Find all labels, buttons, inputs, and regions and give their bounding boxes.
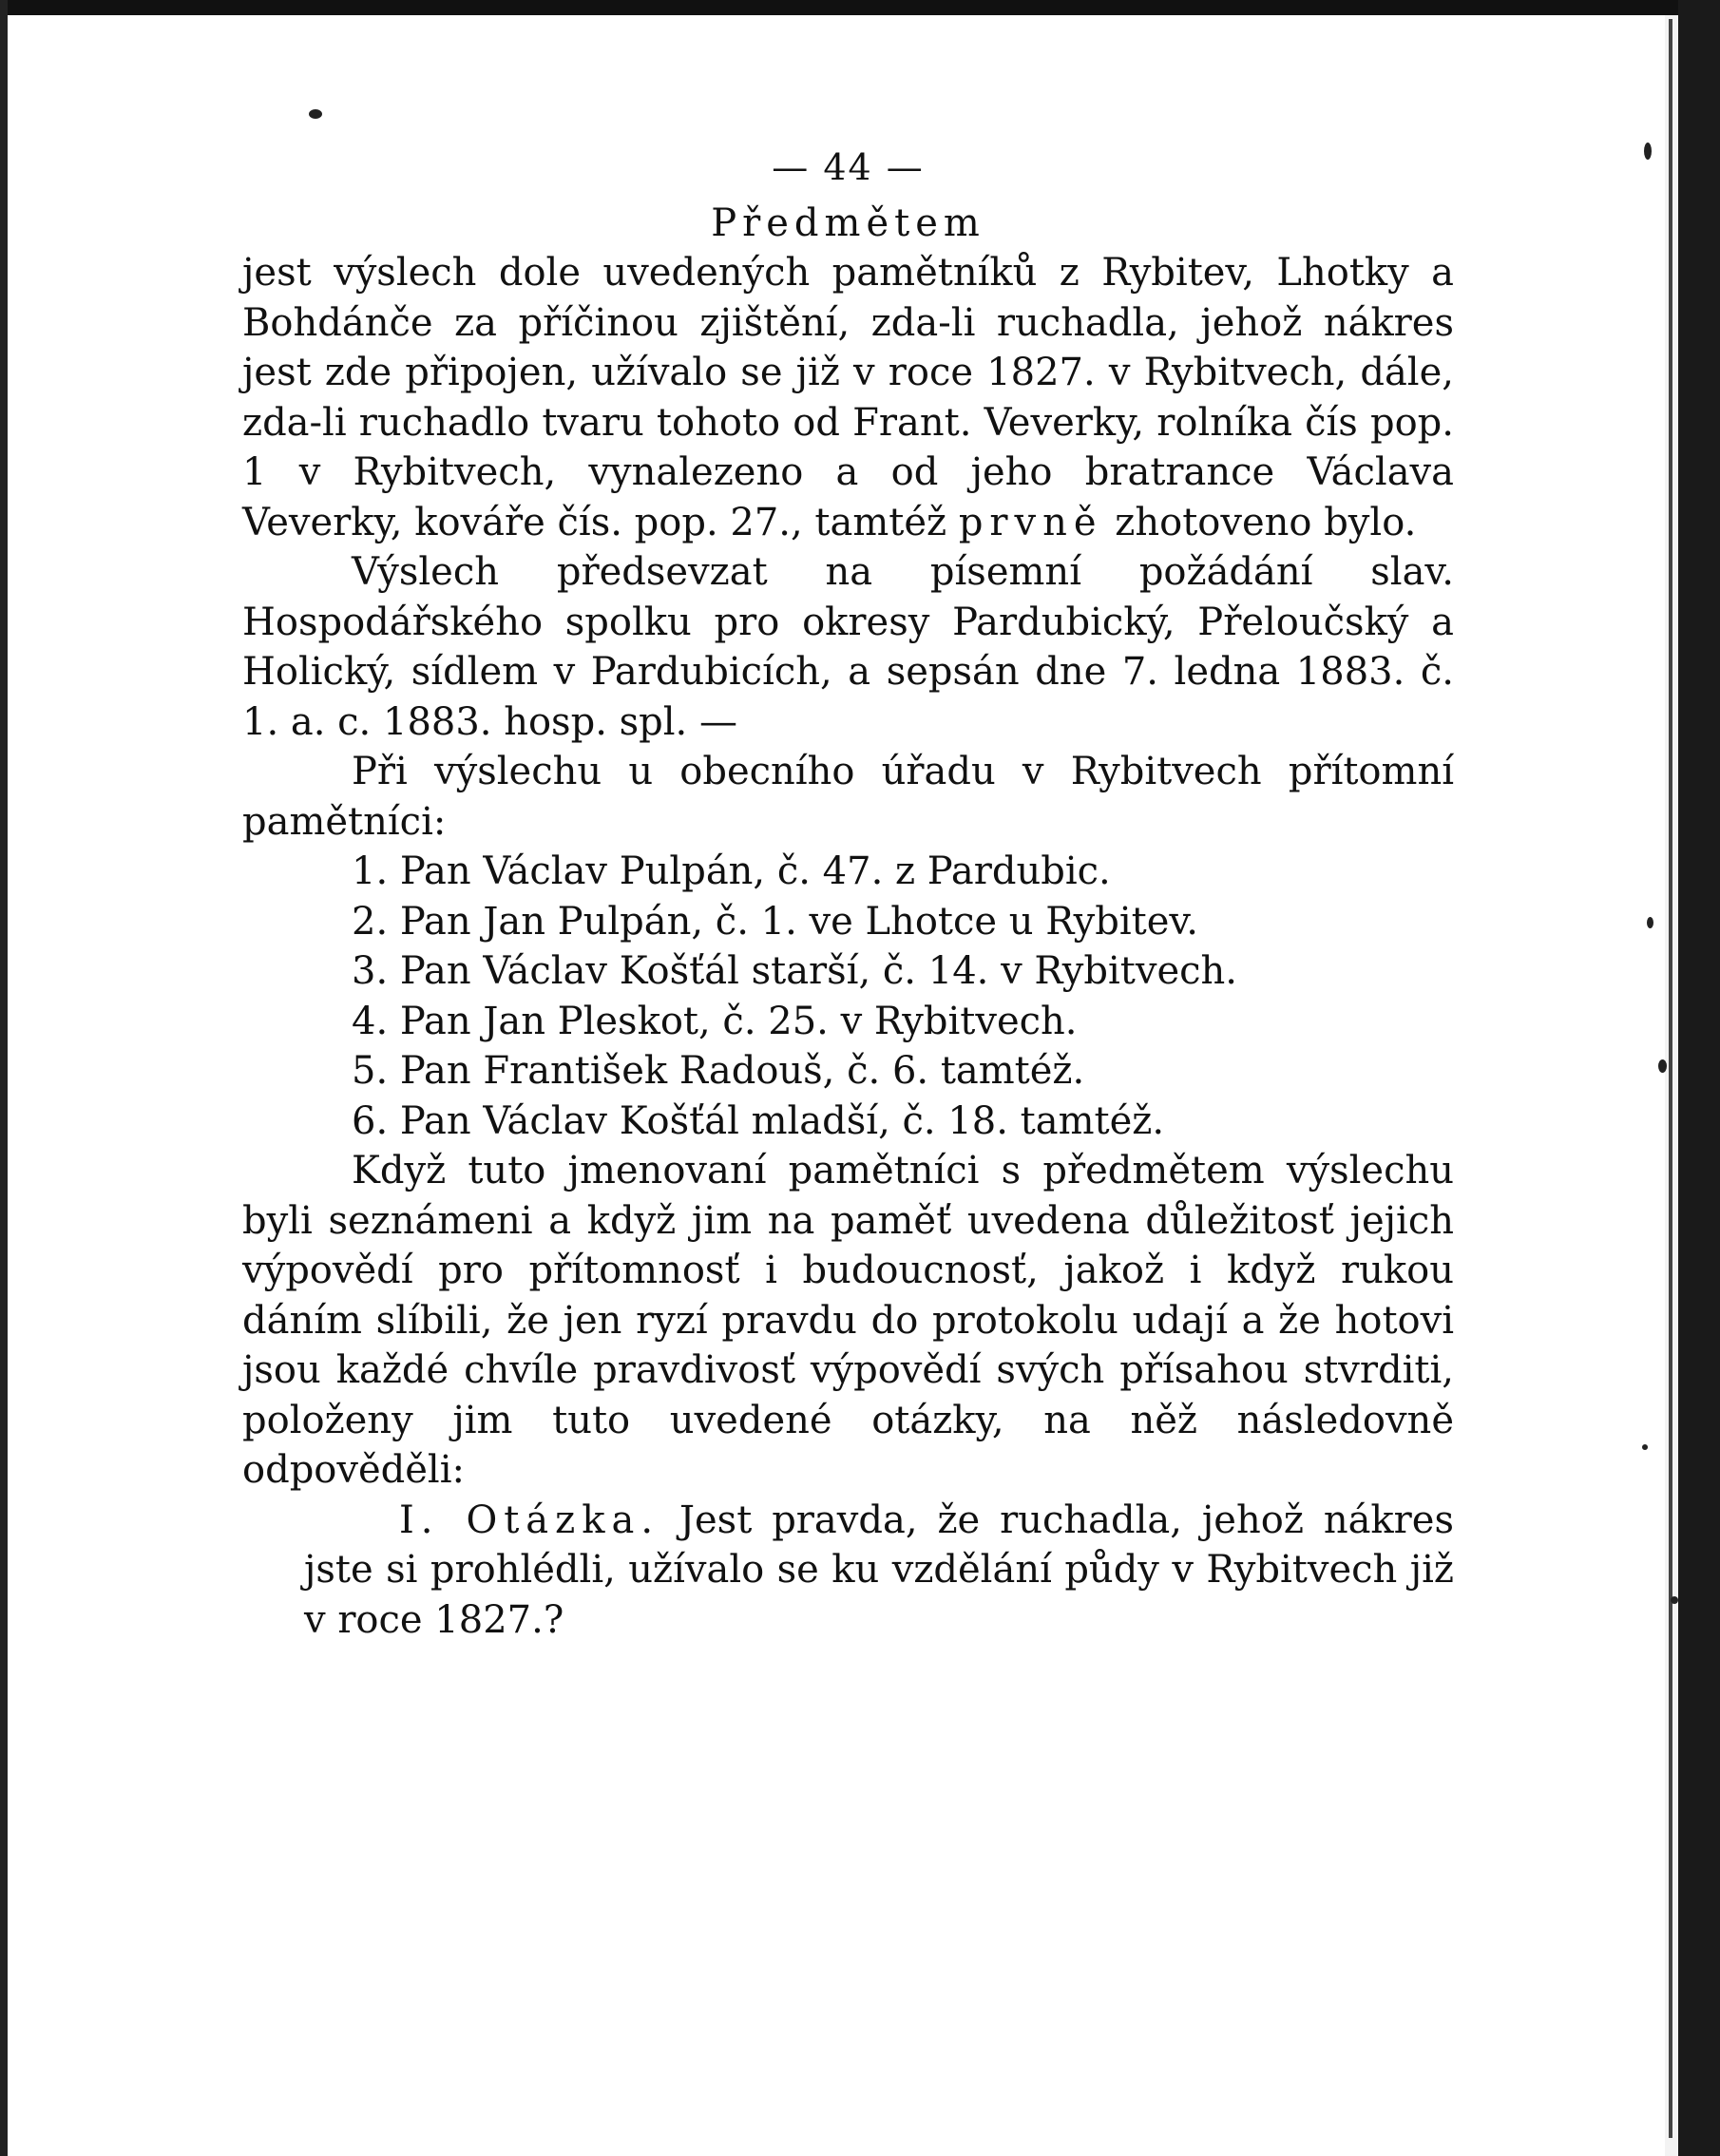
paragraph-subject-end: zhotoveno bylo. [1102, 500, 1417, 544]
question-1 [304, 1496, 1454, 1646]
scan-top-border [0, 0, 1720, 15]
emphasis-prvne: prvně [958, 500, 1103, 544]
scan-speck [1671, 1596, 1678, 1604]
paragraph-subject [242, 248, 1454, 547]
scan-right-line [1669, 19, 1672, 2138]
paragraph-request: Výslech předsevzat na písemní požádání slav. Hospodářského spolku pro okresy Pardubický, Přeloučský a Holický, sídlem v Pardubicích, a sepsán dne 7. ledna 1883. č. 1. a. c. 1883. hosp. spl. — [242, 550, 1454, 744]
list-item: 2. Pan Jan Pulpán, č. 1. ve Lhotce u Rybitev. [352, 899, 1198, 944]
document-text [242, 143, 1454, 1645]
scan-speck [1658, 1059, 1667, 1073]
paragraph-witnesses-intro: Při výslechu u obecního úřadu v Rybitvech přítomní pamětníci: [242, 750, 1454, 844]
scan-speck [1642, 1444, 1648, 1450]
list-item: 3. Pan Václav Košťál starší, č. 14. v Rybitvech. [352, 949, 1238, 993]
scan-right-edge [1678, 0, 1720, 2156]
list-item: 6. Pan Václav Košťál mladší, č. 18. tamtéž. [352, 1098, 1165, 1143]
paragraph-oath: Když tuto jmenovaní pamětníci s předmětem výslechu byli seznámeni a když jim na paměť uvedena důležitosť jejich výpovědí pro přítomnosť i budoucnosť, jakož i když rukou dáním slíbili, že jen ryzí pravdu do protokolu udají a že hotovi jsou každé chvíle pravdivosť výpovědí svých přísahou stvrditi, položeny jim tuto uvedené otázky, na něž následovně odpověděli: [242, 1149, 1454, 1492]
section-heading: Předmětem [711, 200, 985, 245]
list-item: 1. Pan Václav Pulpán, č. 47. z Pardubic. [352, 849, 1111, 893]
question-1-text: Jest pravda, že ruchadla, jehož nákres jste si prohlédli, užívalo se ku vzdělání půdy v Rybitvech již v roce 1827.? [304, 1498, 1454, 1642]
list-item: 4. Pan Jan Pleskot, č. 25. v Rybitvech. [352, 999, 1078, 1043]
witness-list [242, 847, 1454, 1146]
scan-speck [309, 109, 322, 119]
scan-speck [1647, 917, 1653, 928]
list-item: 5. Pan František Radouš, č. 6. tamtéž. [352, 1049, 1085, 1093]
page-number: — 44 — [772, 146, 925, 188]
scan-speck [1644, 143, 1652, 160]
question-1-label: I. Otázka. [399, 1498, 660, 1542]
paragraph-subject-text: jest výslech dole uvedených pamětníků z Rybitev, Lhotky a Bohdánče za příčinou zjištění, zda-li ruchadla, jehož nákres jest zde připojen, užívalo se již v roce 1827. v Rybitvech, dále, zda-li ruchadlo tvaru tohoto od Frant. Veverky, rolníka čís pop. 1 v Rybitvech, vynalezeno a od jeho bratrance Václava Veverky, kováře čís. pop. 27., tamtéž [242, 251, 1454, 544]
scan-left-border [0, 0, 8, 2156]
